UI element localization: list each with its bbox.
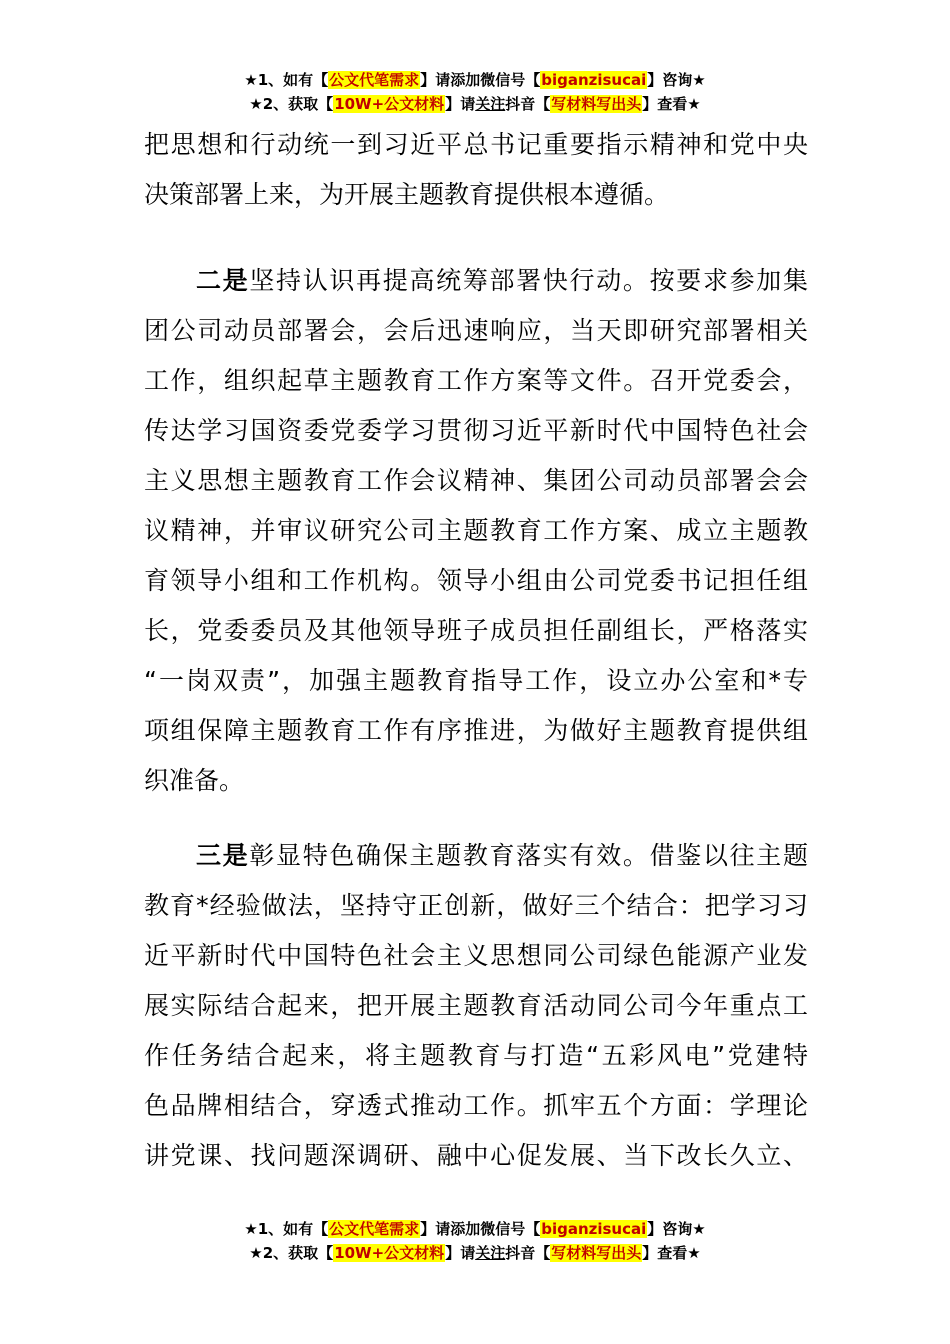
paragraph-line: 长，党委委员及其他领导班子成员担任副组长，严格落实 (144, 616, 808, 645)
banner-highlight-douyin-account: 写材料写出头 (551, 95, 642, 113)
paragraph-3 (144, 831, 808, 1181)
banner-line1-prefix: ★1、如有【 (244, 71, 329, 89)
banner-line2-mid2: 抖音【 (505, 95, 551, 113)
banner-line1-prefix: ★1、如有【 (244, 1220, 329, 1238)
banner-highlight-materials: 10W+公文材料 (334, 95, 445, 113)
banner-line-1 (0, 1217, 950, 1241)
banner-line2-suffix: 】查看★ (642, 1244, 701, 1262)
paragraph-first-line (144, 256, 808, 306)
banner-line2-mid1: 】请 (445, 1244, 476, 1262)
paragraph-line: 工作，组织起草主题教育工作方案等文件。召开党委会， (144, 366, 808, 395)
paragraph-line: 织准备。 (144, 766, 245, 795)
banner-line1-suffix: 】咨询★ (647, 1220, 706, 1238)
banner-highlight-wechat-id: biganzisucai (541, 71, 647, 89)
banner-highlight-materials: 10W+公文材料 (334, 1244, 445, 1262)
header-banner (0, 68, 950, 116)
paragraph-line: 作任务结合起来，将主题教育与打造“五彩风电”党建特 (144, 1041, 808, 1070)
paragraph-first-line-text: 彰显特色确保主题教育落实有效。借鉴以往主题 (249, 841, 808, 870)
paragraph-2 (144, 256, 808, 806)
banner-highlight-service: 公文代笔需求 (329, 1220, 420, 1238)
paragraph-line: 讲党课、找问题深调研、融中心促发展、当下改长久立、 (144, 1141, 808, 1170)
paragraph-line: 主义思想主题教育工作会议精神、集团公司动员部署会会 (144, 466, 808, 495)
banner-line1-mid: 】请添加微信号【 (420, 71, 541, 89)
banner-line1-mid: 】请添加微信号【 (420, 1220, 541, 1238)
paragraph-line: 传达学习国资委党委学习贯彻习近平新时代中国特色社会 (144, 416, 808, 445)
paragraph-lead: 三是 (196, 841, 250, 870)
paragraph-line: “一岗双责”，加强主题教育指导工作，设立办公室和*专 (144, 666, 808, 695)
paragraph-line: 展实际结合起来，把开展主题教育活动同公司今年重点工 (144, 991, 808, 1020)
paragraph-first-line (144, 831, 808, 881)
banner-underlined-follow: 关注 (475, 1244, 506, 1262)
banner-highlight-service: 公文代笔需求 (329, 71, 420, 89)
paragraph-line: 团公司动员部署会，会后迅速响应，当天即研究部署相关 (144, 316, 808, 345)
paragraph-line: 议精神，并审议研究公司主题教育工作方案、成立主题教 (144, 516, 808, 545)
banner-line2-prefix: ★2、获取【 (249, 95, 334, 113)
paragraph-line: 色品牌相结合，穿透式推动工作。抓牢五个方面：学理论 (144, 1091, 808, 1120)
banner-highlight-douyin-account: 写材料写出头 (551, 1244, 642, 1262)
paragraph-lead: 二是 (196, 266, 250, 295)
banner-underlined-follow: 关注 (475, 95, 506, 113)
footer-banner (0, 1217, 950, 1265)
banner-line2-mid1: 】请 (445, 95, 476, 113)
banner-line2-prefix: ★2、获取【 (249, 1244, 334, 1262)
banner-line2-mid2: 抖音【 (505, 1244, 551, 1262)
paragraph-line: 把思想和行动统一到习近平总书记重要指示精神和党中央 (144, 130, 808, 159)
banner-line-2 (0, 1241, 950, 1265)
paragraph-line: 决策部署上来，为开展主题教育提供根本遵循。 (144, 180, 670, 209)
banner-line-1 (0, 68, 950, 92)
banner-line2-suffix: 】查看★ (642, 95, 701, 113)
paragraph-line: 育领导小组和工作机构。领导小组由公司党委书记担任组 (144, 566, 808, 595)
banner-line1-suffix: 】咨询★ (647, 71, 706, 89)
banner-line-2 (0, 92, 950, 116)
paragraph-line: 项组保障主题教育工作有序推进，为做好主题教育提供组 (144, 716, 808, 745)
paragraph-1 (144, 120, 808, 220)
paragraph-line: 教育*经验做法，坚持守正创新，做好三个结合：把学习习 (144, 891, 808, 920)
banner-highlight-wechat-id: biganzisucai (541, 1220, 647, 1238)
paragraph-line: 近平新时代中国特色社会主义思想同公司绿色能源产业发 (144, 941, 808, 970)
paragraph-first-line-text: 坚持认识再提高统筹部署快行动。按要求参加集 (249, 266, 808, 295)
